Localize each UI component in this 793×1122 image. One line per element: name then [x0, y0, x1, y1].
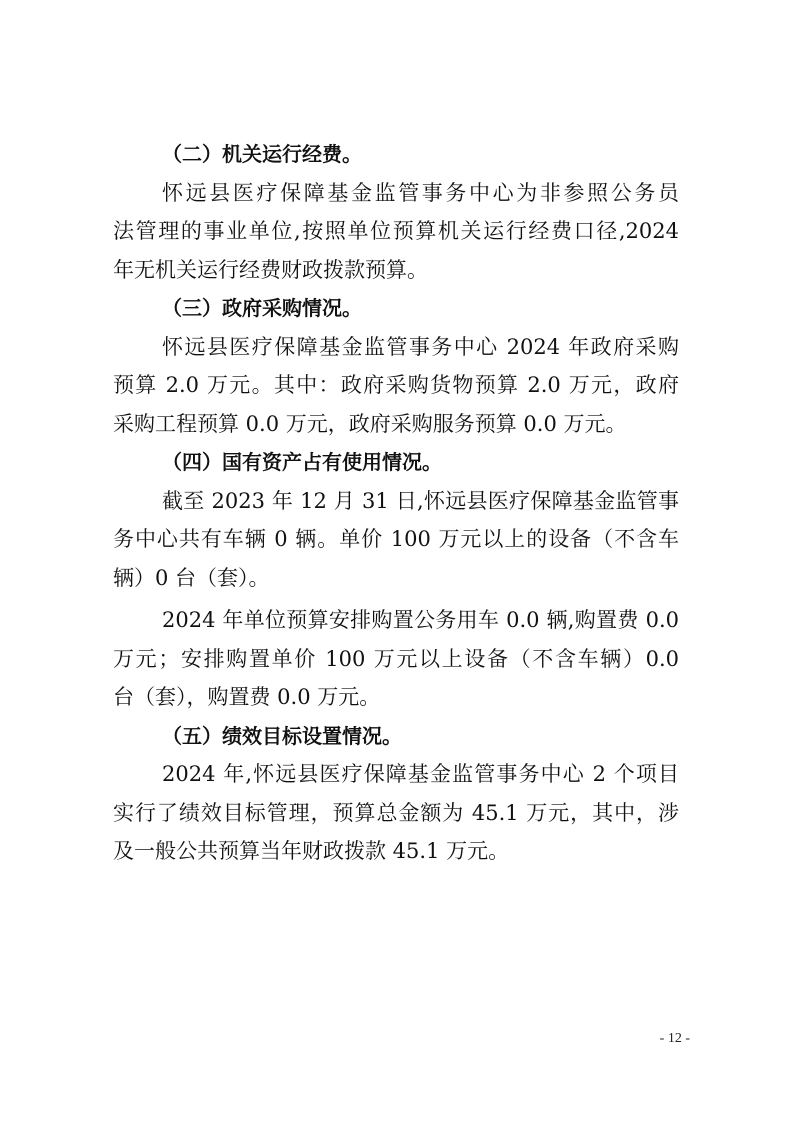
document-body — [113, 135, 679, 871]
paragraph-line: 预算 2.0 万元。其中：政府采购货物预算 2.0 万元，政府 — [113, 373, 679, 397]
paragraph-line: 年无机关运行经费财政拨款预算。 — [113, 257, 428, 282]
section-heading-4: （四）国有资产占有使用情况。 — [162, 450, 442, 474]
paragraph-line: 辆）0 台（套）。 — [113, 565, 270, 590]
paragraph-line: 实行了绩效目标管理，预算总金额为 45.1 万元，其中，涉 — [113, 800, 679, 825]
section-heading-5: （五）绩效目标设置情况。 — [162, 723, 402, 748]
paragraph-line: 怀远县医疗保障基金监管事务中心为非参照公务员 — [162, 180, 679, 205]
paragraph-line: 万元；安排购置单价 100 万元以上设备（不含车辆）0.0 — [113, 646, 679, 671]
paragraph-line: 务中心共有车辆 0 辆。单价 100 万元以上的设备（不含车 — [113, 527, 679, 551]
paragraph-line: 及一般公共预算当年财政拨款 45.1 万元。 — [113, 839, 510, 863]
section-heading-2: （二）机关运行经费。 — [162, 142, 362, 166]
paragraph-line: 法管理的事业单位,按照单位预算机关运行经费口径,2024 — [113, 219, 679, 243]
paragraph-line: 台（套），购置费 0.0 万元。 — [113, 685, 381, 709]
section-heading-3: （三）政府采购情况。 — [162, 296, 362, 320]
paragraph-line: 截至 2023 年 12 月 31 日,怀远县医疗保障基金监管事 — [162, 488, 679, 513]
paragraph-line: 采购工程预算 0.0 万元，政府采购服务预算 0.0 万元。 — [113, 411, 627, 436]
paragraph-line: 2024 年,怀远县医疗保障基金监管事务中心 2 个项目 — [162, 762, 679, 786]
page-number: - 12 - — [659, 1031, 690, 1046]
paragraph-line: 怀远县医疗保障基金监管事务中心 2024 年政府采购 — [162, 334, 679, 359]
paragraph-line: 2024 年单位预算安排购置公务用车 0.0 辆,购置费 0.0 — [162, 608, 679, 632]
